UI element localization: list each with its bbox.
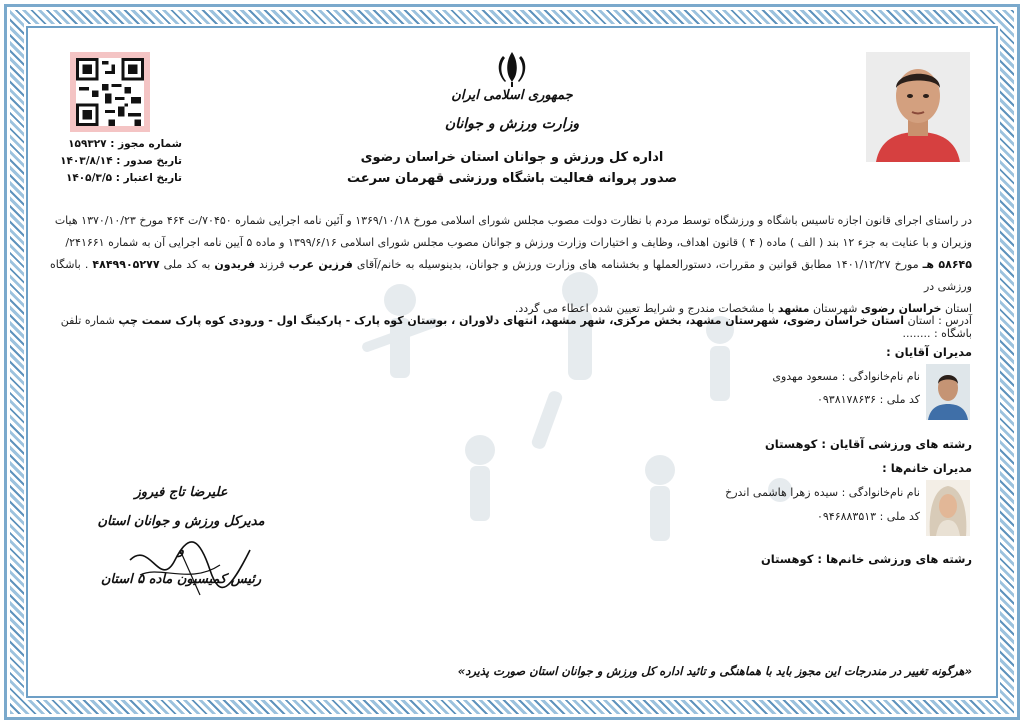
address-value: استان خراسان رضوی، شهرستان مشهد، بخش مرکزی، شهر مشهد، انتهای دلاوران ، بوستان کوه پارک - پارکینگ اول - ورودی کوه پارک سمت چپ [118,314,905,327]
permit-title: صدور پروانه فعالیت باشگاه ورزشی قهرمان سرعت [346,171,678,186]
women-manager-code: کد ملی : ۰۹۴۶۸۸۳۵۱۳ [816,510,920,523]
body-line-3 [50,254,972,298]
city-label: شهرستان [809,302,861,315]
permit-body [50,210,972,320]
province-label: استان [941,302,972,315]
father-label: فرزند [255,258,289,271]
women-managers-heading: مدیران خانم‌ها : [882,461,972,475]
national-id: ۴۸۴۹۹۰۵۲۷۷ [92,258,160,271]
iran-emblem-icon [485,48,539,88]
body-line-3-end: . باشگاه ورزشی در [50,258,972,293]
country-name: جمهوری اسلامی ایران [451,88,573,103]
body-line-4-end: با مشخصات مندرج و شرایط تعیین شده اعطاء می گردد. [514,302,778,315]
national-label: به کد ملی [159,258,215,271]
signatory-title-2: رئیس کمیسیون ماده ۵ استان [100,572,262,587]
city: مشهد [777,302,810,315]
office-title: اداره کل ورزش و جوانان استان خراسان رضوی [360,150,664,165]
issue-date: تاریخ صدور : ۱۴۰۳/۸/۱۴ [60,155,182,167]
address-label: آدرس : استان [904,314,972,327]
permit-number: شماره مجوز : ۱۵۹۳۲۷ [68,138,182,150]
decree-number: ۵۸۶۴۵ هـ [922,258,972,271]
men-manager-photo [926,364,970,420]
footer-note: «هرگونه تغییر در مندرجات این مجوز باید با هماهنگی و تائید اداره کل ورزش و جوانان استان صورت پذیرد» [457,664,972,678]
signatory-title-1: مدیرکل ورزش و جوانان استان و [97,514,265,558]
father-name: فریدون [214,258,256,271]
person-photo-icon [926,364,970,420]
body-line-1: در راستای اجرای قانون اجازه تاسیس باشگاه و ورزشگاه توسط مردم با نظارت دولت مصوب مجلس شورای اسلامی مورخ ۱۳۶۹/۱۰/۱۸ و آئین نامه اجرایی شماره ۷۰۴۵۰/ت ۴۶۴ مورخ ۱۳۷۰/۱۰/۲۳ هیات [54,214,972,227]
valid-date: تاریخ اعتبار : ۱۴۰۵/۳/۵ [65,172,182,184]
permit-meta [42,136,182,187]
owner-name: فرزین عرب [288,258,353,271]
men-sport: رشته های ورزشی آقایان : کوهستان [764,437,972,451]
body-line-2: وزیران و با عنایت به جزء ۱۲ بند ( الف ) ماده ( ۴ ) قانون اهداف، وظایف و اختیارات وزارت ورزش و جوانان مصوب مجلس شورای اسلامی ۱۳۹۹/۶/۱۶ و ماده ۵ آیین نامه اجرایی آن به شماره ۲۴۱۶۶۱/ [65,236,972,249]
women-manager-name: نام نام‌خانوادگی : سیده زهرا هاشمی اندرخ [725,486,920,499]
person-photo-icon [866,52,970,162]
women-sport: رشته های ورزشی خانم‌ها : کوهستان [760,552,972,566]
person-photo-icon [926,480,970,536]
women-manager-photo [926,480,970,536]
men-manager-code: کد ملی : ۰۹۳۸۱۷۸۶۳۶ [816,393,920,406]
ministry-name: وزارت ورزش و جوانان [444,116,580,132]
men-manager-name: نام نام‌خانوادگی : مسعود مهدوی [772,370,920,383]
province: خراسان رضوی [860,302,942,315]
club-address [50,314,972,340]
qr-code [70,52,150,132]
signature-scribble-icon [120,530,260,600]
body-line-3-text: مورخ ۱۴۰۱/۱۲/۲۷ مطابق قوانین و مقررات، دستورالعملها و بخشنامه های وزارت ورزش و جوانان، بدینوسیله به خانم/آقای [352,258,923,271]
owner-photo [866,52,970,162]
club-phone: شماره تلفن باشگاه : ........ [60,314,972,340]
qr-code-icon [76,58,144,126]
men-managers-heading: مدیران آقایان : [886,345,972,359]
signatory-name: علیرضا تاج فیروز [134,485,228,500]
